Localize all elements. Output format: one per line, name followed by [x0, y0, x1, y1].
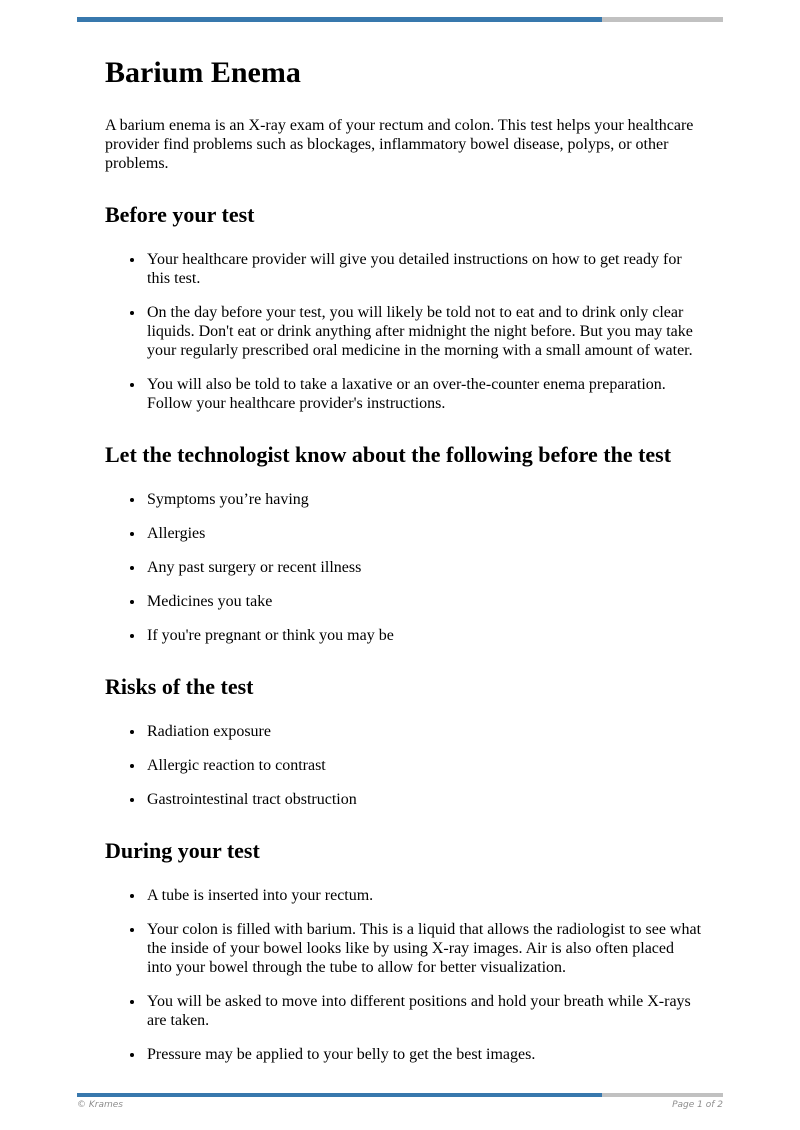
footer-rule-gray-segment	[602, 1093, 723, 1097]
list-item: • You will also be told to take a laxative or an over-the-counter enema preparation. Follow your healthcare provider's instructions.	[145, 375, 702, 413]
section-heading: Before your test	[105, 201, 255, 227]
list-item: • Any past surgery or recent illness	[145, 558, 702, 577]
copyright-text: © Krames	[77, 1100, 123, 1110]
list-item: • Medicines you take	[145, 592, 702, 611]
list-item: • On the day before your test, you will likely be told not to eat and to drink only clear liquids. Don't eat or drink anything after midnight the night before. But you may take your regularly prescribed oral medicine in the morning with a small amount of water.	[145, 303, 702, 360]
list-item: • If you're pregnant or think you may be	[145, 626, 702, 645]
page-number: Page 1 of 2	[672, 1100, 723, 1110]
bullet-list	[105, 490, 702, 645]
page-footer	[77, 1100, 723, 1110]
bullet-list	[105, 722, 702, 809]
bullet-list	[105, 250, 702, 413]
document-body	[105, 46, 702, 1079]
list-item: • You will be asked to move into different positions and hold your breath while X-rays are taken.	[145, 992, 702, 1030]
header-rule	[77, 17, 723, 22]
bullet-list	[105, 886, 702, 1064]
list-item: • Symptoms you’re having	[145, 490, 702, 509]
list-item: • Allergies	[145, 524, 702, 543]
section-heading: Risks of the test	[105, 673, 254, 699]
list-item: • A tube is inserted into your rectum.	[145, 886, 702, 905]
list-item: • Allergic reaction to contrast	[145, 756, 702, 775]
header-rule-gray-segment	[602, 17, 723, 22]
section-during-your-test	[105, 835, 702, 1064]
section-let-technologist-know	[105, 439, 702, 645]
section-heading: During your test	[105, 838, 260, 864]
section-heading: Let the technologist know about the following before the test	[105, 441, 672, 467]
page-title: Barium Enema	[105, 56, 301, 89]
header-rule-blue-segment	[77, 17, 602, 22]
section-risks-of-the-test	[105, 671, 702, 809]
list-item: • Pressure may be applied to your belly to get the best images.	[145, 1045, 702, 1064]
list-item: • Gastrointestinal tract obstruction	[145, 790, 702, 809]
section-before-your-test	[105, 199, 702, 413]
footer-rule	[77, 1093, 723, 1097]
intro-paragraph: A barium enema is an X-ray exam of your rectum and colon. This test helps your healthcare provider find problems such as blockages, inflammatory bowel disease, polyps, or other problems.	[105, 116, 694, 172]
list-item: • Your healthcare provider will give you detailed instructions on how to get ready for this test.	[145, 250, 702, 288]
list-item: • Your colon is filled with barium. This is a liquid that allows the radiologist to see what the inside of your bowel looks like by using X-ray images. Air is also often placed into your bowel through the tube to allow for better visualization.	[145, 920, 702, 977]
footer-rule-blue-segment	[77, 1093, 602, 1097]
list-item: • Radiation exposure	[145, 722, 702, 741]
